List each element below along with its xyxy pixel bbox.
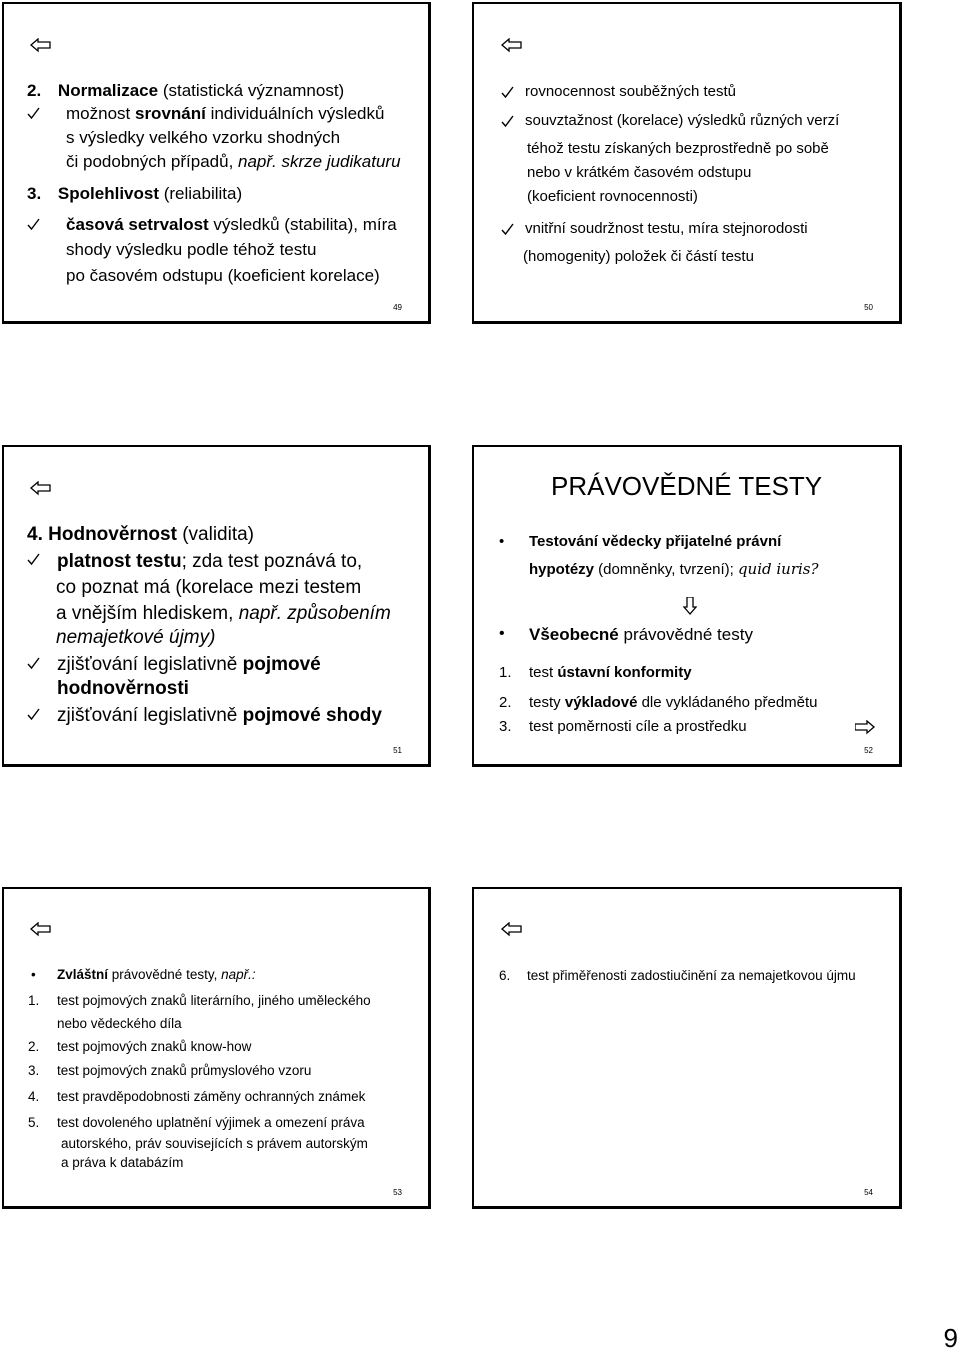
item-number: 4.	[28, 1089, 40, 1104]
checkmark-icon	[501, 223, 515, 236]
line	[529, 625, 753, 645]
text-bold: Zvláštní	[57, 967, 109, 982]
line: test poměrnosti cíle a prostředku	[529, 718, 747, 735]
text-bold: Všeobecné	[529, 625, 619, 644]
line	[27, 524, 254, 546]
line	[529, 664, 692, 681]
text: (statistická významnost)	[158, 81, 345, 100]
line: test pojmových znaků literárního, jiného uměleckého	[57, 993, 371, 1008]
text: test	[529, 664, 558, 681]
slide-number: 54	[864, 1188, 873, 1197]
text: právovědné testy	[618, 625, 753, 644]
text: zjišťování legislativně	[57, 654, 243, 675]
line: test pravděpodobnosti záměny ochranných známek	[57, 1089, 366, 1104]
line	[57, 967, 256, 982]
line	[27, 184, 242, 204]
text-bold: platnost testu	[57, 551, 182, 572]
text: individuálních výsledků	[205, 104, 385, 123]
text: (reliabilita)	[159, 184, 243, 203]
text-bold: časová setrvalost	[66, 215, 209, 234]
line: shody výsledku podle téhož testu	[66, 240, 317, 259]
slide-number: 50	[864, 303, 873, 312]
slide-50	[472, 2, 902, 324]
arrow-left-icon	[501, 922, 523, 937]
text-bold: pojmové shody	[242, 705, 382, 726]
line: vnitřní soudržnost testu, míra stejnorodosti	[525, 220, 808, 237]
text: ; zda test poznává to,	[181, 551, 363, 572]
line	[27, 81, 344, 101]
item-number: 1.	[499, 664, 512, 681]
line	[56, 603, 391, 625]
text-italic: např. skrze judikaturu	[238, 152, 401, 171]
text: zjišťování legislativně	[57, 705, 243, 726]
text-bold: ústavní konformity	[557, 664, 692, 681]
item-number: 6.	[499, 968, 511, 983]
line: nebo vědeckého díla	[57, 1016, 182, 1031]
text-italic: např. způsobením	[238, 603, 391, 624]
heading-normalizace: Normalizace	[57, 81, 159, 100]
text: a vnějším hlediskem,	[56, 603, 239, 624]
text-italic: quid iuris?	[737, 560, 819, 578]
text: či podobných případů,	[66, 152, 239, 171]
text-bold: srovnání	[134, 104, 206, 123]
text: výsledků (stabilita), míra	[208, 215, 397, 234]
item-number: 3.	[499, 718, 512, 735]
line	[529, 560, 819, 578]
line: s výsledky velkého vzorku shodných	[66, 128, 341, 147]
item-number: 2.	[27, 81, 42, 100]
text-bold: pojmové	[242, 654, 321, 675]
checkmark-icon	[27, 107, 41, 120]
item-number: 3.	[27, 184, 42, 203]
page-number: 9	[943, 1323, 958, 1353]
line	[66, 104, 384, 124]
line: test pojmových znaků know-how	[57, 1039, 252, 1054]
item-number: 2.	[28, 1039, 40, 1054]
line: test dovoleného uplatnění výjimek a omezení práva	[57, 1115, 365, 1130]
item-number: 3.	[28, 1063, 40, 1078]
line: (homogenity) položek či částí testu	[523, 248, 754, 265]
slide-53	[2, 887, 431, 1209]
line: test přiměřenosti zadostiučinění za nemajetkovou újmu	[527, 968, 856, 983]
checkmark-icon	[27, 553, 41, 566]
line	[529, 533, 781, 550]
line: rovnocennost souběžných testů	[525, 83, 736, 100]
line	[66, 152, 401, 172]
text: testy	[529, 694, 565, 711]
bullet-icon: •	[31, 967, 36, 982]
item-number: 1.	[28, 993, 40, 1008]
checkmark-icon	[501, 86, 515, 99]
arrow-left-icon	[30, 481, 52, 496]
slide-51	[2, 445, 431, 767]
text-italic: např.:	[221, 967, 256, 982]
slide-54	[472, 887, 902, 1209]
item-number: 2.	[499, 694, 512, 711]
checkmark-icon	[27, 218, 41, 231]
slide-number: 52	[864, 746, 873, 755]
checkmark-icon	[27, 708, 41, 721]
line: test pojmových znaků průmyslového vzoru	[57, 1063, 312, 1078]
line: souvztažnost (korelace) výsledků různých verzí	[525, 112, 840, 129]
text-bold: hypotézy	[529, 561, 595, 578]
line: (koeficient rovnocennosti)	[527, 188, 698, 205]
line: autorského, práv souvisejících s právem autorským	[61, 1136, 368, 1151]
text: dle vykládaného předmětu	[637, 694, 818, 711]
text: (validita)	[176, 524, 254, 545]
slide-number: 51	[393, 746, 402, 755]
text-bold: výkladové	[564, 694, 638, 711]
arrow-down-icon	[683, 597, 697, 615]
item-number: 5.	[28, 1115, 40, 1130]
heading-spolehlivost: Spolehlivost	[57, 184, 159, 203]
bullet-icon: •	[499, 533, 505, 550]
arrow-left-icon	[30, 922, 52, 937]
line: po časovém odstupu (koeficient korelace)	[66, 266, 380, 285]
slide-title: PRÁVOVĚDNÉ TESTY	[551, 471, 823, 501]
text: možnost	[66, 104, 135, 123]
arrow-right-icon	[855, 720, 876, 735]
text-bold: Testování vědecky přijatelné právní	[529, 533, 782, 550]
line: hodnověrnosti	[57, 678, 189, 699]
line: téhož testu získaných bezprostředně po sobě	[527, 140, 829, 157]
line: co poznat má (korelace mezi testem	[56, 577, 362, 598]
heading-hodnovernost: Hodnověrnost	[48, 524, 177, 545]
item-number: 4.	[27, 524, 43, 545]
line	[66, 215, 397, 235]
line	[57, 551, 362, 573]
line	[57, 654, 321, 676]
slide-49	[2, 2, 431, 324]
line	[529, 694, 818, 711]
line: nemajetkové újmy)	[56, 627, 216, 648]
arrow-left-icon	[501, 38, 523, 53]
arrow-left-icon	[30, 38, 52, 53]
slide-52	[472, 445, 902, 767]
text: (domněnky, tvrzení);	[594, 561, 738, 578]
slide-number: 49	[393, 303, 402, 312]
line: nebo v krátkém časovém odstupu	[527, 164, 752, 181]
slide-number: 53	[393, 1188, 402, 1197]
checkmark-icon	[27, 657, 41, 670]
line	[57, 705, 382, 727]
bullet-icon: •	[499, 625, 505, 642]
line: a práva k databázím	[61, 1155, 184, 1170]
checkmark-icon	[501, 115, 515, 128]
text: právovědné testy,	[108, 967, 222, 982]
